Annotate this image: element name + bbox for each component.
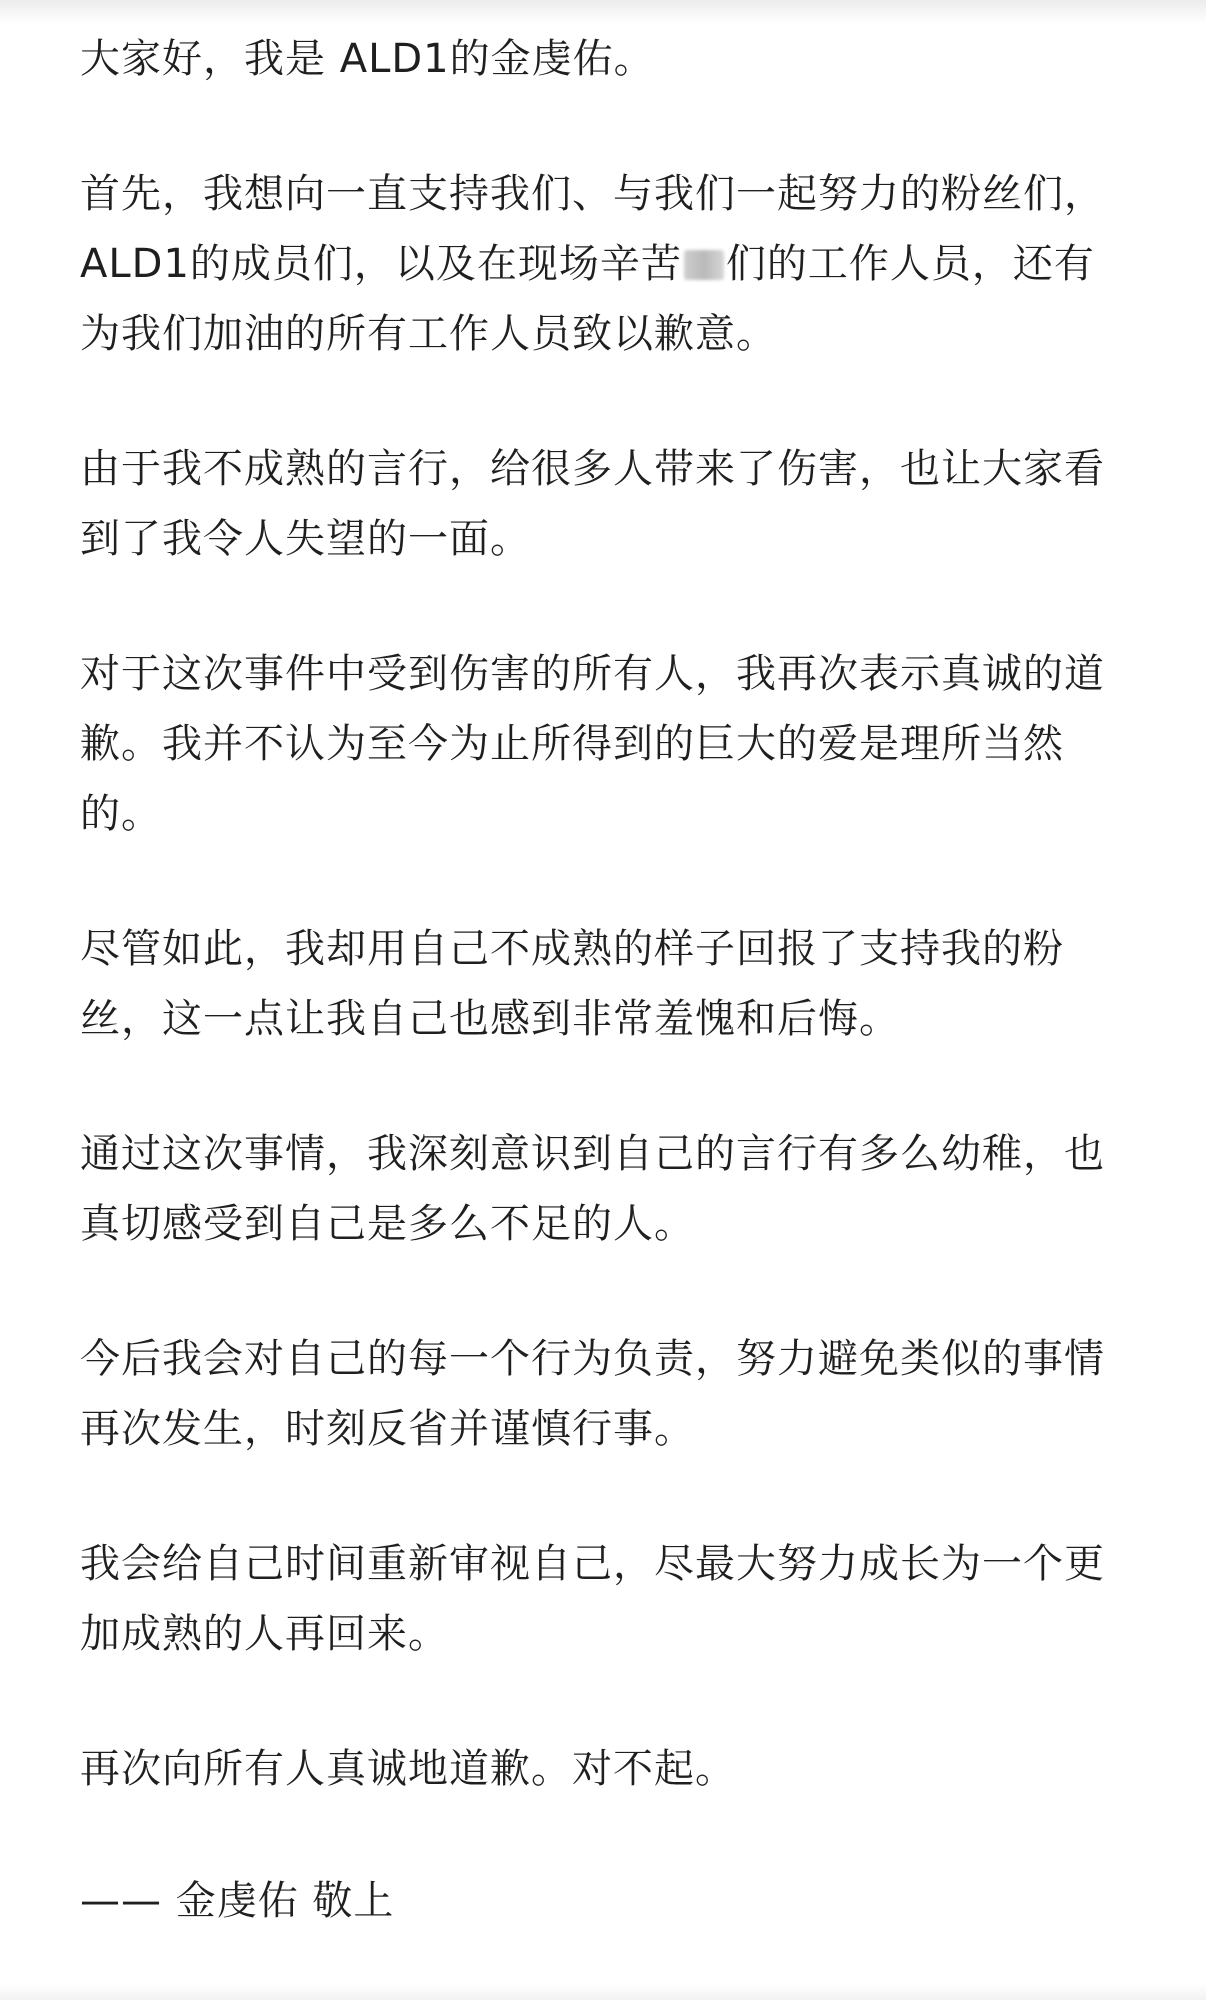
- apology-paragraph-3: 对于这次事件中受到伤害的所有人，我再次表示真诚的道 歉。我并不认为至今为止所得到的巨大的爱是理所当然 的。: [80, 651, 1105, 837]
- apology-letter: [80, 24, 1120, 1936]
- blurred-text-redaction: [684, 250, 724, 280]
- signature-line: —— 金虔佑 敬上: [80, 1878, 395, 1924]
- apology-paragraph-4: 尽管如此，我却用自己不成熟的样子回报了支持我的粉 丝，这一点让我自己也感到非常羞愧和后悔。: [80, 926, 1064, 1042]
- apology-paragraph-2: 由于我不成熟的言行，给很多人带来了伤害，也让大家看 到了我令人失望的一面。: [80, 446, 1105, 562]
- apology-paragraph-7: 我会给自己时间重新审视自己，尽最大努力成长为一个更 加成熟的人再回来。: [80, 1541, 1105, 1657]
- apology-paragraph-1-part-b: 们的工作人员，还有 为我们加油的所有工作人员致以歉意。: [80, 241, 1095, 357]
- bottom-shadow: [0, 1984, 1206, 2000]
- greeting-paragraph: 大家好，我是 ALD1的金虔佑。: [80, 36, 655, 82]
- closing-paragraph: 再次向所有人真诚地道歉。对不起。: [80, 1746, 736, 1792]
- apology-paragraph-6: 今后我会对自己的每一个行为负责，努力避免类似的事情 再次发生，时刻反省并谨慎行事。: [80, 1336, 1105, 1452]
- apology-paragraph-1-part-a: 首先，我想向一直支持我们、与我们一起努力的粉丝们， ALD1的成员们，以及在现场辛苦: [80, 171, 1105, 287]
- top-shadow: [0, 0, 1206, 24]
- apology-paragraph-5: 通过这次事情，我深刻意识到自己的言行有多么幼稚，也 真切感受到自己是多么不足的人。: [80, 1131, 1105, 1247]
- apology-paragraph-1: [80, 159, 1120, 369]
